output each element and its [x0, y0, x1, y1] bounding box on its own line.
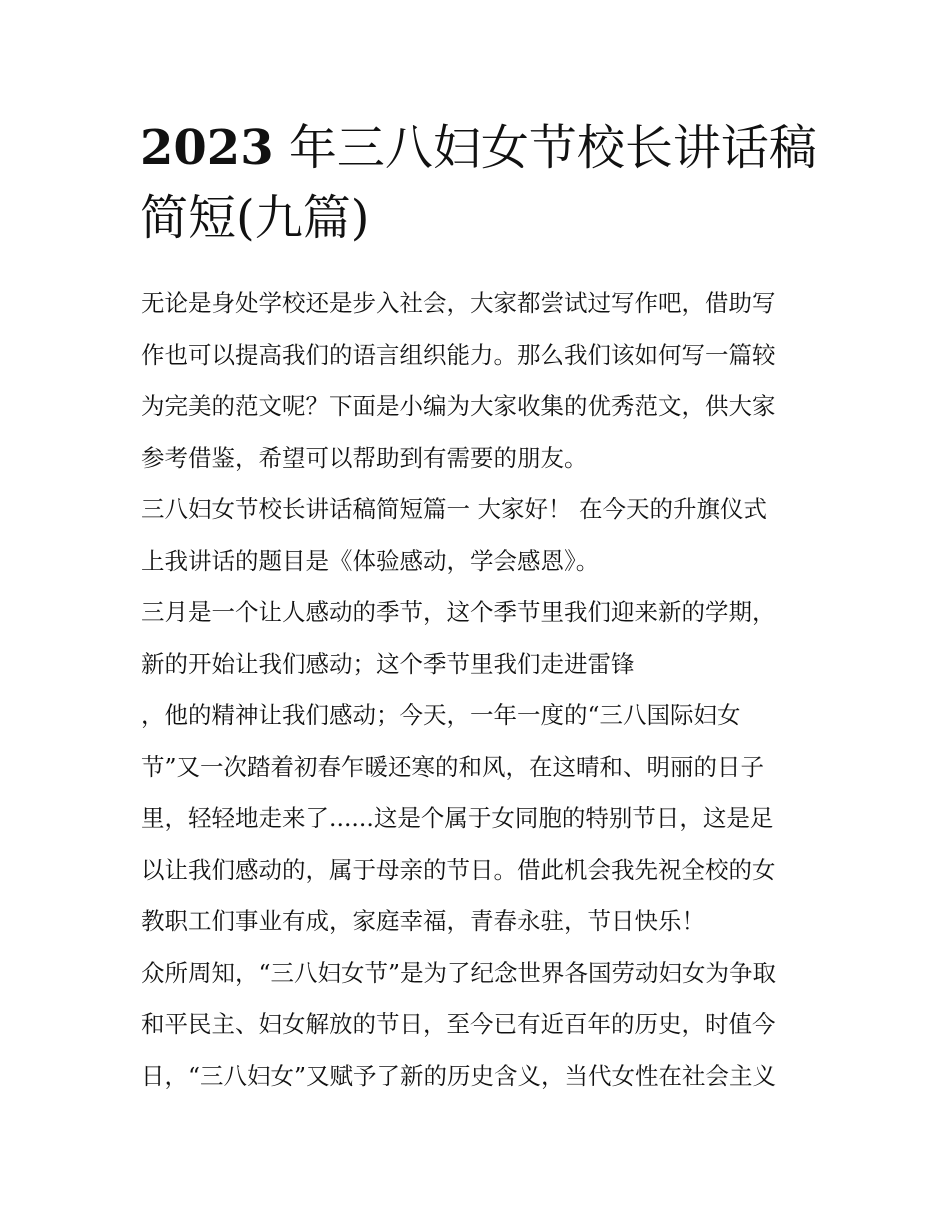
- title-line-1-text: 年三八妇女节校长讲话稿: [273, 120, 817, 176]
- body-line: 三八妇女节校长讲话稿简短篇一 大家好！ 在今天的升旗仪式: [141, 495, 767, 523]
- body-line: 作也可以提高我们的语言组织能力。那么我们该如何写一篇较: [141, 340, 776, 369]
- body-line: 和平民主、妇女解放的节日，至今已有近百年的历史，时值今: [141, 1010, 776, 1038]
- title-line-1: [140, 113, 820, 183]
- body-line: 里，轻轻地走来了......这是个属于女同胞的特别节日，这是足: [141, 804, 774, 832]
- body-line: 节”又一次踏着初春乍暖还寒的和风，在这晴和、明丽的日子: [141, 752, 765, 781]
- body-line: 三月是一个让人感动的季节，这个季节里我们迎来新的学期，: [141, 598, 776, 626]
- title-line-2: 简短(九篇): [140, 190, 370, 246]
- document-title: [140, 113, 820, 253]
- body-line: 教职工们事业有成，家庭幸福，青春永驻，节日快乐！: [141, 907, 705, 935]
- body-line: 参考借鉴，希望可以帮助到有需要的朋友。: [141, 443, 588, 472]
- body-line: 日，“三八妇女”又赋予了新的历史含义，当代女性在社会主义: [141, 1061, 777, 1090]
- body-line: 众所周知，“三八妇女节”是为了纪念世界各国劳动妇女为争取: [141, 958, 777, 987]
- body-line: 以让我们感动的，属于母亲的节日。借此机会我先祝全校的女: [141, 855, 776, 884]
- document-body: [141, 278, 821, 1102]
- body-line: 上我讲话的题目是《体验感动，学会感恩》。: [141, 546, 600, 575]
- body-line: 新的开始让我们感动；这个季节里我们走进雷锋: [141, 649, 635, 678]
- body-line: ，他的精神让我们感动；今天，一年一度的“三八国际妇女: [141, 701, 741, 729]
- title-year: 2023: [140, 120, 274, 176]
- body-line: 无论是身处学校还是步入社会，大家都尝试过写作吧，借助写: [141, 289, 776, 317]
- body-line: 为完美的范文呢？下面是小编为大家收集的优秀范文，供大家: [141, 392, 776, 420]
